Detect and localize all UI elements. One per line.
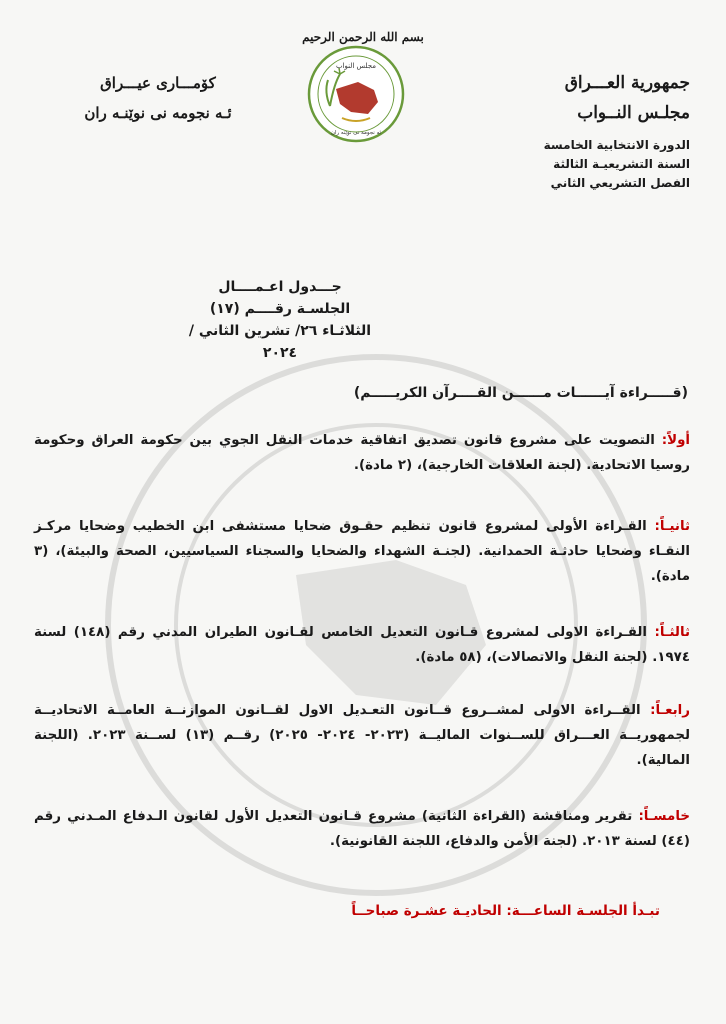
session-date: الثلاثـاء ٢٦/ تشرين الثاني / ٢٠٢٤ [188, 323, 372, 361]
item-text: القـراءة الاولى لمشروع قـانون التعديل الخامس لقـانون الطيران المدني رقم (١٤٨) لسنة ١٩٧٤. (لجنة النقل والاتصالات)، (٥٨ مادة). [34, 625, 690, 665]
item-number: أولاً: [661, 433, 690, 448]
item-number: ثانيـاً: [654, 519, 690, 534]
item-text: القـراءة الأولى لمشروع قانون تنظيم حقـوق ضحايا مستشفى ابن الخطيب وضحايا مركـز النقـاء وضحايا حادثـة الحمدانية. (لجنـة الشهداء والضحايا والسجناء السياسيين، الصحة والبيئة)، (٣ مادة). [34, 519, 690, 584]
session-number: الجلسـة رقــــم (١٧) [209, 301, 351, 317]
logo-top-text: مجلس النواب [335, 62, 377, 70]
header-right-block [470, 68, 690, 193]
item-number: خامسـاً: [638, 809, 690, 824]
agenda-item-1 [34, 428, 690, 478]
item-number: ثالثـاً: [654, 625, 690, 640]
agenda-item-2 [34, 514, 690, 589]
parliament-emblem-logo [306, 44, 406, 144]
header-left-block [38, 68, 278, 128]
kurdish-institution-name: ئـه نجومه نى نوێنـه ران [84, 104, 232, 122]
session-line-2: السنة التشريعيـة الثالثة [553, 157, 690, 171]
item-text: القــراءة الاولى لمشــروع قــانون التعـديل الاول لقــانون الموازنــة العامــة الاتحاديــة لجمهوريــة العـــراق للســنوات الماليــة (٢٠٢٣- ٢٠٢٤- ٢٠٢٥) رقــم (١٣) لســنة ٢٠٢٣. (اللجنة المالية). [34, 703, 690, 768]
item-number: رابعـاً: [650, 703, 690, 718]
item-text: تقرير ومناقشة (القراءة الثانية) مشروع قـانون التعديل الأول لقانون الـدفاع المـدني رقم (٤٤) لسنة ٢٠١٣. (لجنة الأمن والدفاع، اللجنة القانونية). [34, 809, 690, 849]
item-text: التصويت على مشروع قانون تصديق اتفاقية خدمات النقل الجوي بين حكومة العراق وحكومة روسيا الاتحادية. (لجنة العلاقات الخارجية)، (٢ مادة). [34, 433, 690, 473]
logo-bottom-text: ئه نجومه نى نوێنه ران [330, 130, 382, 136]
agenda-title-block [180, 276, 380, 364]
quran-reading-line: (قـــــراءة آيــــــات مــــــن القــــرآن الكريـــــم) [353, 385, 688, 401]
agenda-title: جـــدول اعـمــــال [218, 279, 342, 295]
basmala: بسم الله الرحمن الرحيم [302, 30, 424, 44]
session-start-time: تبـدأ الجلسـة الساعـــة: الحاديـة عشـرة صباحــاً [351, 903, 660, 919]
session-line-3: الفصل التشريعي الثاني [550, 176, 690, 190]
session-line-1: الدورة الانتخابية الخامسة [543, 138, 690, 152]
agenda-item-3 [34, 620, 690, 670]
country-name: جمهورية العـــراق [564, 73, 690, 93]
institution-name: مجلـس النــواب [577, 103, 690, 123]
agenda-item-5 [34, 804, 690, 854]
agenda-item-4 [34, 698, 690, 773]
kurdish-country-name: كۆمـــاری عیـــراق [100, 74, 216, 92]
